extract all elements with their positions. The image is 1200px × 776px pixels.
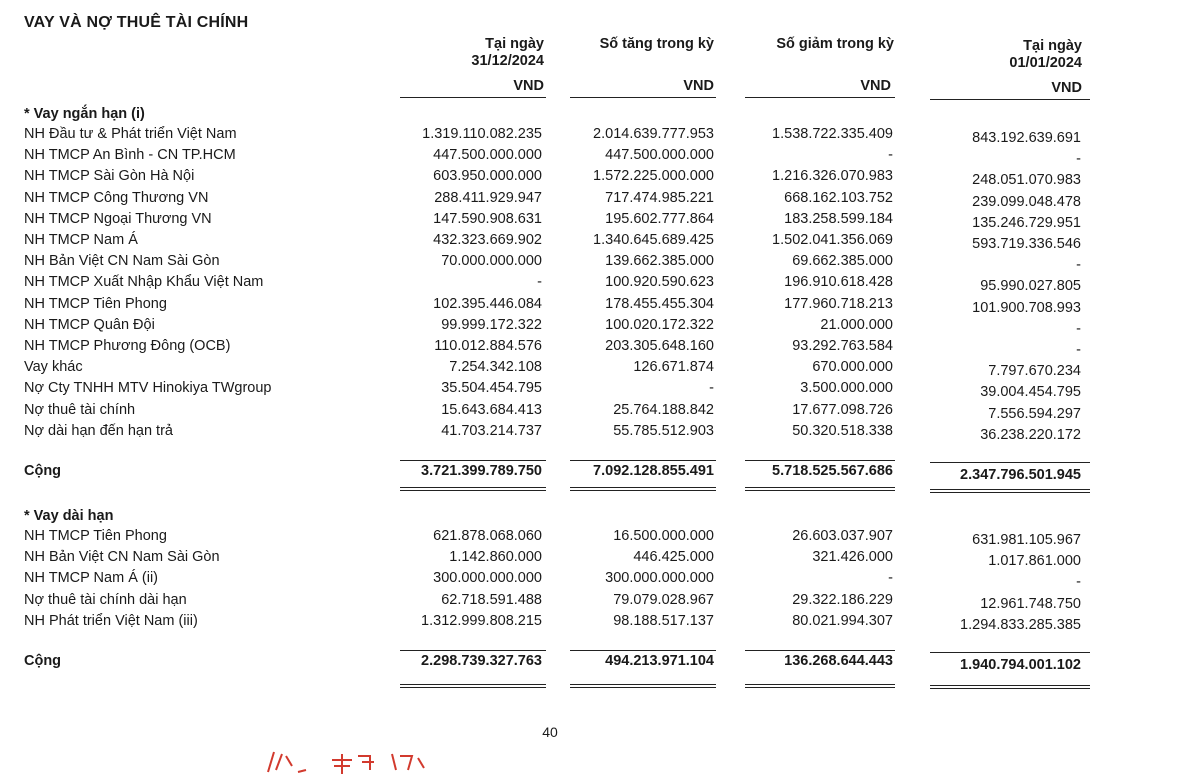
value-decrease: 196.910.618.428 [784,274,893,291]
value-closing: 110.012.884.576 [434,338,542,354]
double-rule [400,687,546,688]
unit-opening: VND [1051,80,1082,96]
table-row [0,357,1200,378]
header-rule [930,99,1090,100]
table-row [0,590,1200,611]
double-rule [570,490,716,491]
value-increase: 139.662.385.000 [605,253,714,270]
value-opening: - [1076,574,1081,591]
value-decrease: 1.216.326.070.983 [772,168,893,185]
total-increase: 7.092.128.855.491 [593,463,714,479]
value-opening: 843.192.639.691 [972,130,1081,146]
value-opening: - [1076,151,1081,168]
col-header-opening [930,38,1082,72]
unit-closing: VND [513,78,544,94]
col-header-decrease [740,36,894,53]
table-row [0,526,1200,547]
value-increase: 447.500.000.000 [605,147,714,164]
table-row [0,230,1200,251]
value-increase: 25.764.188.842 [613,401,714,418]
value-increase: 126.671.874 [633,359,714,376]
value-opening: 7.797.670.234 [988,363,1081,380]
value-opening: 239.099.048.478 [972,193,1081,210]
row-label: NH TMCP Tiên Phong [24,295,167,312]
double-rule [930,489,1090,490]
row-label: NH TMCP Nam Á [24,232,138,248]
value-opening: - [1076,342,1081,358]
row-label: Vay khác [24,359,83,376]
double-rule [570,684,716,685]
value-closing: - [537,274,542,291]
row-label: Nợ dài hạn đến hạn trả [24,422,173,439]
value-increase: 100.020.172.322 [605,316,714,333]
double-rule [400,487,546,488]
unit-decrease: VND [860,78,891,94]
long-term-total-row [0,651,1200,672]
row-label: NH Bản Việt CN Nam Sài Gòn [24,253,220,270]
double-rule [745,487,895,488]
value-increase: 100.920.590.623 [605,274,714,291]
value-increase: - [709,380,714,397]
col-header-increase [560,36,714,53]
value-increase: 1.572.225.000.000 [593,168,714,185]
value-opening: 7.556.594.297 [988,405,1081,422]
table-row [0,421,1200,442]
value-decrease: 1.538.722.335.409 [772,126,893,142]
value-decrease: 670.000.000 [812,359,893,376]
double-rule [930,492,1090,493]
row-label: NH TMCP Nam Á (ii) [24,570,158,587]
value-closing: 35.504.454.795 [441,380,542,397]
value-decrease: 177.960.718.213 [784,295,893,312]
value-opening: - [1076,257,1081,274]
row-label: NH TMCP Công Thương VN [24,189,209,206]
value-decrease: - [888,147,893,164]
value-increase: 16.500.000.000 [613,528,714,544]
value-decrease: 80.021.994.307 [792,612,893,629]
value-opening: 39.004.454.795 [980,384,1081,401]
row-label: Nợ Cty TNHH MTV Hinokiya TWgroup [24,380,272,397]
long-term-heading: * Vay dài hạn [24,508,114,524]
row-label: NH TMCP Tiên Phong [24,528,167,544]
value-decrease: 21.000.000 [820,316,893,333]
value-decrease: 3.500.000.000 [800,380,893,397]
value-closing: 99.999.172.322 [441,316,542,333]
total-opening: 2.347.796.501.945 [960,467,1081,483]
value-increase: 2.014.639.777.953 [593,126,714,142]
table-row [0,272,1200,293]
value-increase: 79.079.028.967 [613,591,714,608]
value-decrease: 1.502.041.356.069 [772,232,893,248]
value-opening: 248.051.070.983 [972,172,1081,189]
col-header-closing-line2: 31/12/2024 [471,53,544,69]
value-decrease: 26.603.037.907 [792,528,893,544]
row-label: NH TMCP Phương Đông (OCB) [24,338,231,354]
value-closing: 432.323.669.902 [433,232,542,248]
table-row [0,145,1200,166]
double-rule [930,685,1090,686]
header-rule [745,97,895,98]
page-number: 40 [542,724,558,740]
double-rule [570,487,716,488]
value-opening: 36.238.220.172 [980,426,1081,443]
value-increase: 203.305.648.160 [605,338,714,354]
short-term-heading: * Vay ngắn hạn (i) [24,106,145,122]
total-opening: 1.940.794.001.102 [960,657,1081,673]
value-closing: 7.254.342.108 [449,359,542,376]
total-label: Cộng [24,653,62,669]
table-row [0,166,1200,187]
value-closing: 1.319.110.082.235 [422,126,542,142]
col-header-decrease-line1: Số giảm trong kỳ [776,36,894,52]
value-opening: 101.900.708.993 [972,299,1081,316]
short-term-total-row [0,461,1200,482]
value-closing: 62.718.591.488 [441,591,542,608]
double-rule [400,490,546,491]
value-closing: 102.395.446.084 [433,295,542,312]
value-closing: 1.142.860.000 [449,549,542,566]
table-row [0,611,1200,632]
value-decrease: 668.162.103.752 [784,189,893,206]
value-closing: 147.590.908.631 [433,210,542,227]
double-rule [745,490,895,491]
double-rule [400,684,546,685]
value-increase: 55.785.512.903 [613,422,714,439]
total-closing: 3.721.399.789.750 [421,463,542,479]
table-row [0,547,1200,568]
col-header-opening-line1: Tại ngày [1023,38,1082,54]
row-label: NH TMCP Quân Đội [24,316,155,333]
total-label: Cộng [24,463,62,479]
value-closing: 603.950.000.000 [433,168,542,185]
value-decrease: - [888,570,893,587]
row-label: Nợ thuê tài chính [24,401,136,418]
row-label: NH Đầu tư & Phát triển Việt Nam [24,126,237,142]
table-row [0,400,1200,421]
unit-increase: VND [683,78,714,94]
col-header-closing [400,36,544,70]
row-label: Nợ thuê tài chính dài hạn [24,591,187,608]
double-rule [745,684,895,685]
value-closing: 288.411.929.947 [434,189,542,206]
col-header-opening-line2: 01/01/2024 [1009,55,1082,71]
value-opening: 593.719.336.546 [972,236,1081,252]
value-decrease: 50.320.518.338 [792,422,893,439]
col-header-closing-line1: Tại ngày [485,36,544,52]
value-opening: - [1076,320,1081,337]
total-increase: 494.213.971.104 [605,653,714,669]
table-row [0,336,1200,357]
table-row [0,188,1200,209]
col-header-increase-line1: Số tăng trong kỳ [599,36,714,52]
value-closing: 41.703.214.737 [441,422,542,439]
table-row [0,294,1200,315]
header-rule [570,97,716,98]
table-row [0,251,1200,272]
value-decrease: 321.426.000 [812,549,893,566]
value-decrease: 17.677.098.726 [792,401,893,418]
double-rule [570,687,716,688]
value-opening: 135.246.729.951 [972,214,1081,231]
total-decrease: 5.718.525.567.686 [772,463,893,479]
value-closing: 621.878.068.060 [433,528,542,544]
value-increase: 178.455.455.304 [605,295,714,312]
table-row [0,315,1200,336]
value-closing: 70.000.000.000 [441,253,542,270]
value-opening: 631.981.105.967 [972,532,1081,548]
value-opening: 1.017.861.000 [988,553,1081,570]
row-label: NH TMCP Xuất Nhập Khẩu Việt Nam [24,274,264,291]
section-heading-short-term [0,104,1200,125]
value-opening: 95.990.027.805 [980,278,1081,295]
row-label: NH Phát triển Việt Nam (iii) [24,612,198,629]
value-opening: 12.961.748.750 [980,595,1081,612]
row-label: NH TMCP Sài Gòn Hà Nội [24,168,195,185]
value-decrease: 93.292.763.584 [792,338,893,354]
value-increase: 300.000.000.000 [605,570,714,587]
header-rule [400,97,546,98]
value-decrease: 69.662.385.000 [792,253,893,270]
row-label: NH TMCP Ngoại Thương VN [24,210,212,227]
value-decrease: 29.322.186.229 [792,591,893,608]
row-label: NH Bản Việt CN Nam Sài Gòn [24,549,220,566]
value-increase: 717.474.985.221 [605,189,714,206]
double-rule [745,687,895,688]
total-closing: 2.298.739.327.763 [421,653,542,669]
section-heading-long-term [0,506,1200,527]
value-decrease: 183.258.599.184 [784,210,893,227]
table-row [0,568,1200,589]
table-row [0,209,1200,230]
value-closing: 300.000.000.000 [433,570,542,587]
total-decrease: 136.268.644.443 [784,653,893,669]
value-increase: 195.602.777.864 [605,210,714,227]
value-closing: 1.312.999.808.215 [421,612,542,629]
table-row [0,378,1200,399]
handwritten-initials [262,748,442,776]
double-rule [930,688,1090,689]
value-opening: 1.294.833.285.385 [960,616,1081,633]
value-increase: 446.425.000 [633,549,714,566]
row-label: NH TMCP An Bình - CN TP.HCM [24,147,236,164]
value-closing: 15.643.684.413 [441,401,542,418]
table-row [0,124,1200,145]
value-increase: 1.340.645.689.425 [593,232,714,248]
section-title: VAY VÀ NỢ THUÊ TÀI CHÍNH [24,14,249,31]
value-increase: 98.188.517.137 [613,612,714,629]
value-closing: 447.500.000.000 [433,147,542,164]
